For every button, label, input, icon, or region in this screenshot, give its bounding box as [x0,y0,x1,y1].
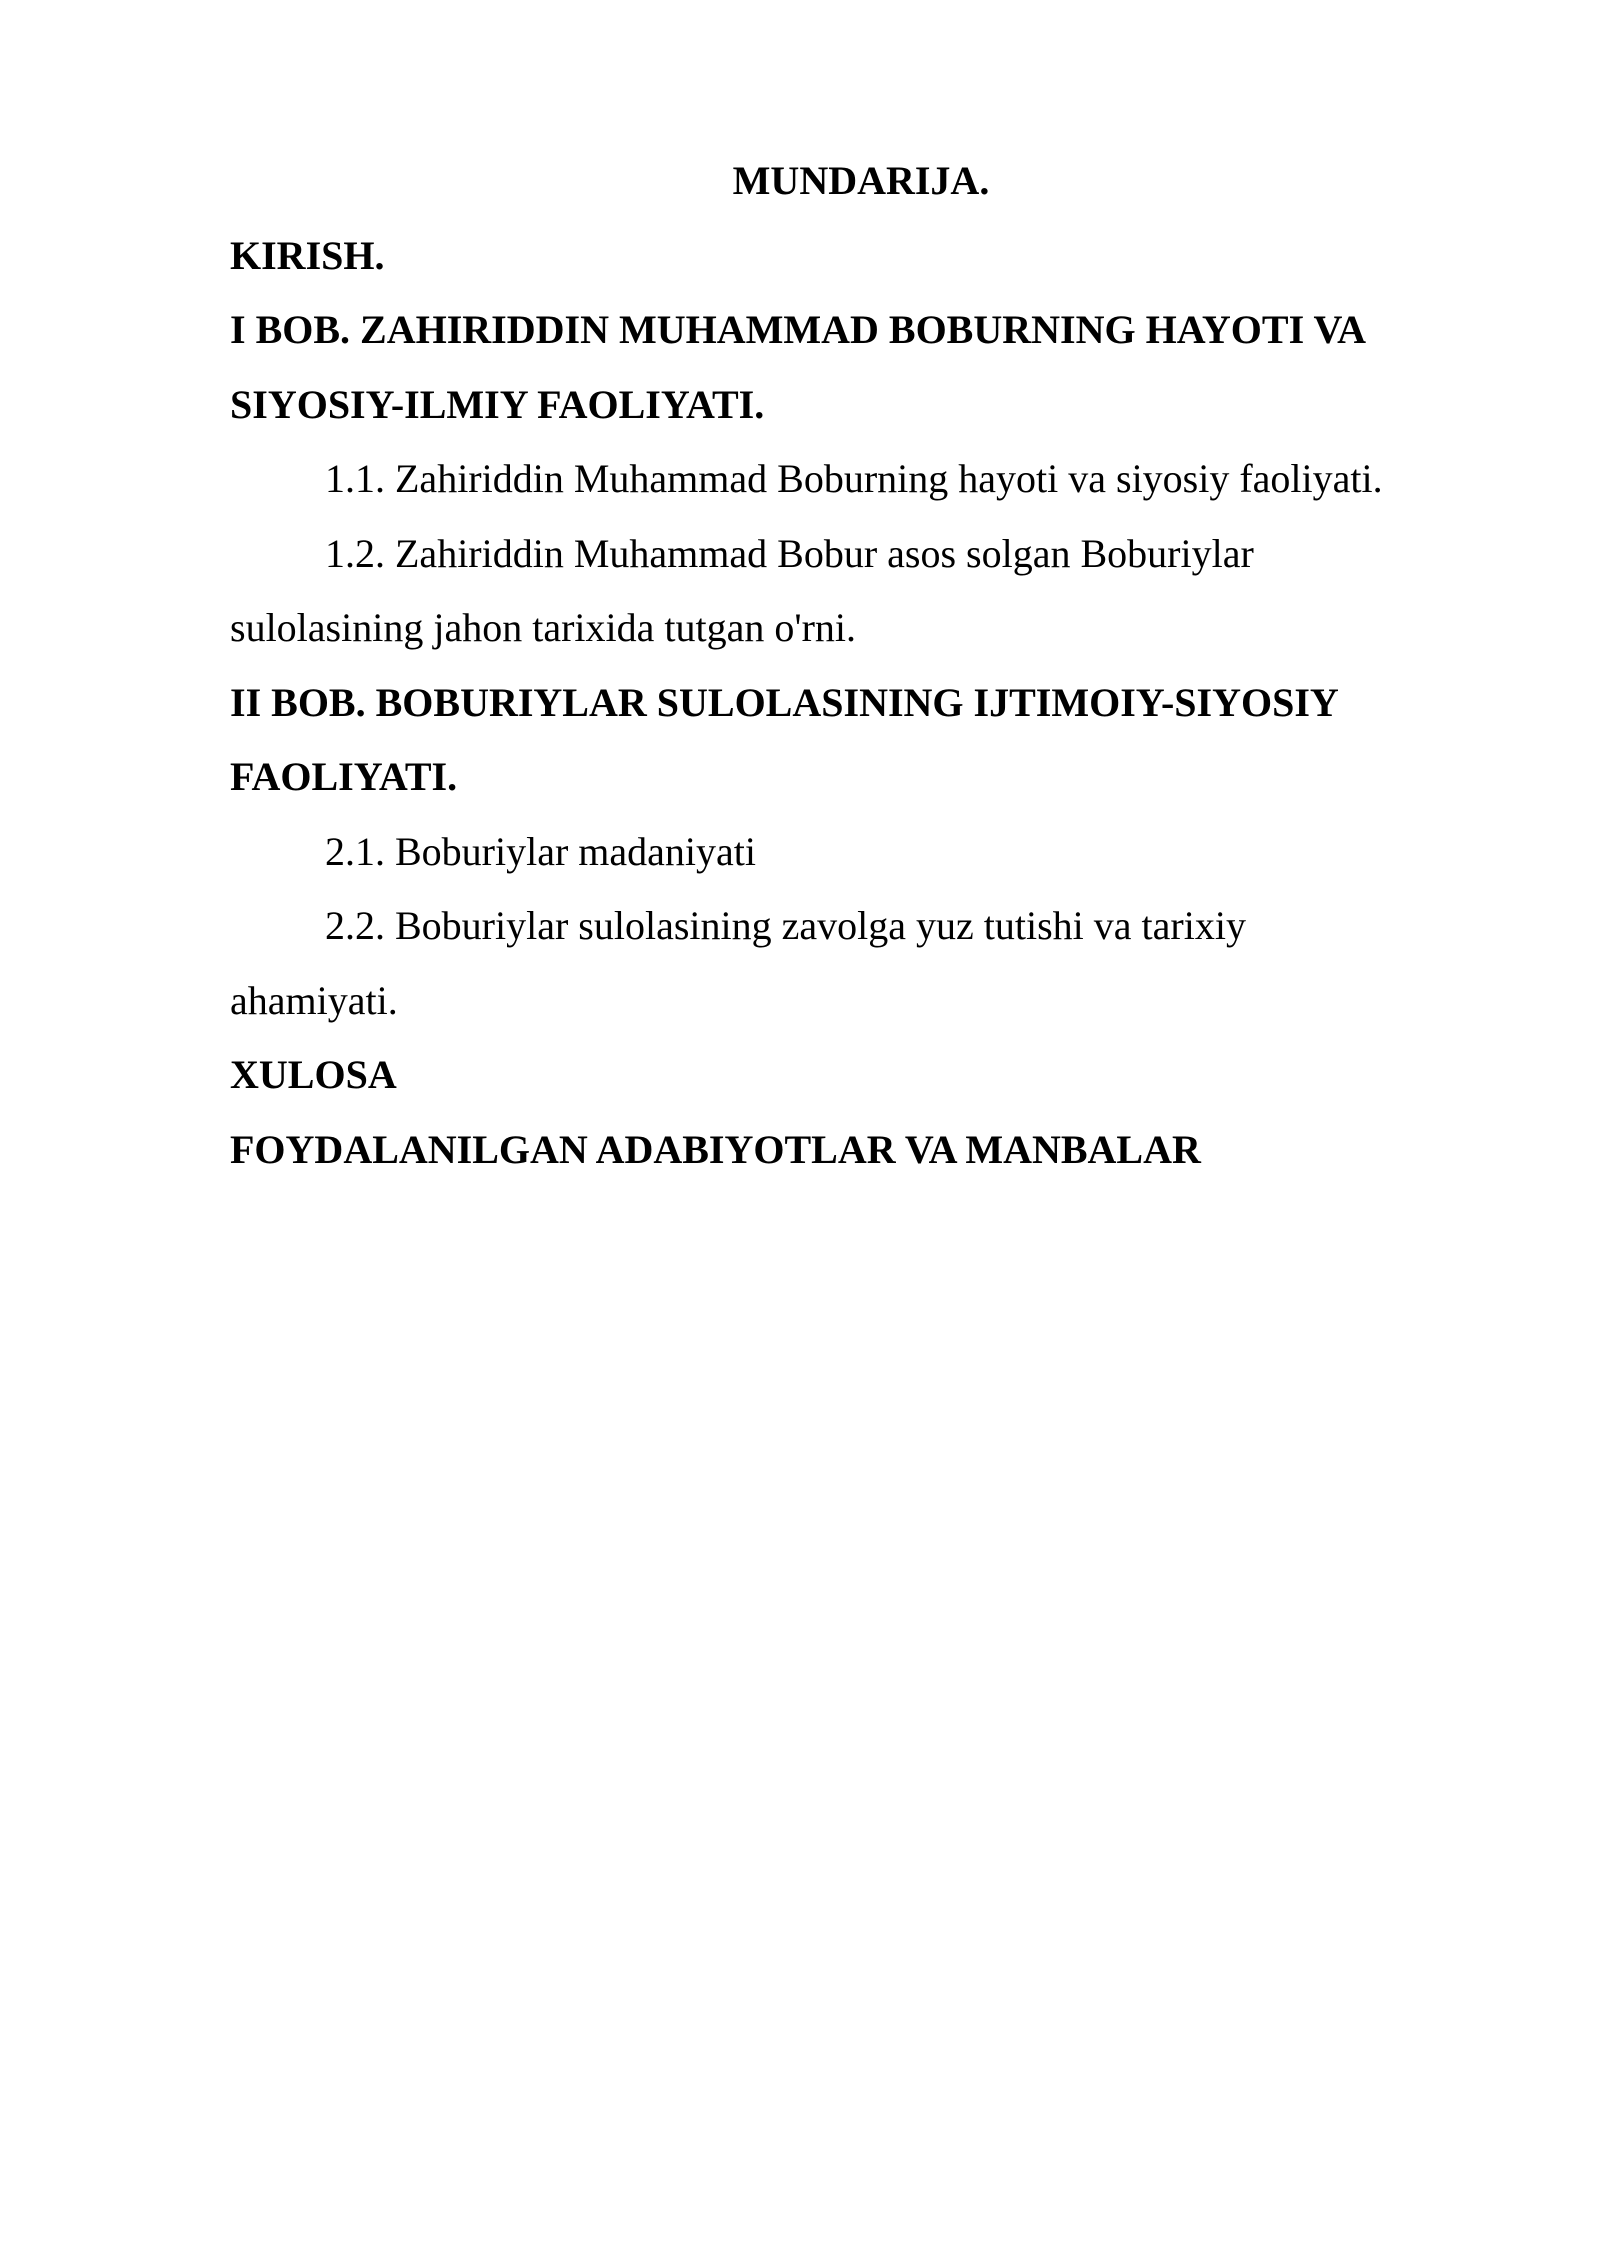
toc-entry-introduction: KIRISH. [230,232,385,278]
toc-entry-references: FOYDALANILGAN ADABIYOTLAR VA MANBALAR [230,1126,1201,1172]
toc-entry-chapter-1-line-1: I BOB. ZAHIRIDDIN MUHAMMAD BOBURNING HAYOTI VA [230,307,1367,352]
toc-entry-section-1-1: 1.1. Zahiriddin Muhammad Boburning hayoti va siyosiy faoliyati. [325,456,1383,501]
toc-entry-chapter-2-line-2: FAOLIYATI. [230,754,458,799]
toc-entry-section-2-2-line-1: 2.2. Boburiylar sulolasining zavolga yuz tutishi va tarixiy [325,903,1246,948]
toc-title: MUNDARIJA. [732,158,990,203]
toc-entry-section-1-2-line-1: 1.2. Zahiriddin Muhammad Bobur asos solgan Boburiylar [325,530,1254,576]
toc-entry-conclusion: XULOSA [230,1052,397,1097]
toc-entry-chapter-2-line-1: II BOB. BOBURIYLAR SULOLASINING IJTIMOIY-SIYOSIY [230,679,1339,725]
toc-entry-section-1-2-line-2: sulolasining jahon tarixida tutgan o'rni. [230,605,856,650]
table-of-contents [230,144,1480,1187]
toc-entry-chapter-1-line-2: SIYOSIY-ILMIY FAOLIYATI. [230,381,765,427]
toc-entry-section-2-2-line-2: ahamiyati. [230,977,398,1023]
toc-entry-section-2-1: 2.1. Boburiylar madaniyati [325,828,757,874]
